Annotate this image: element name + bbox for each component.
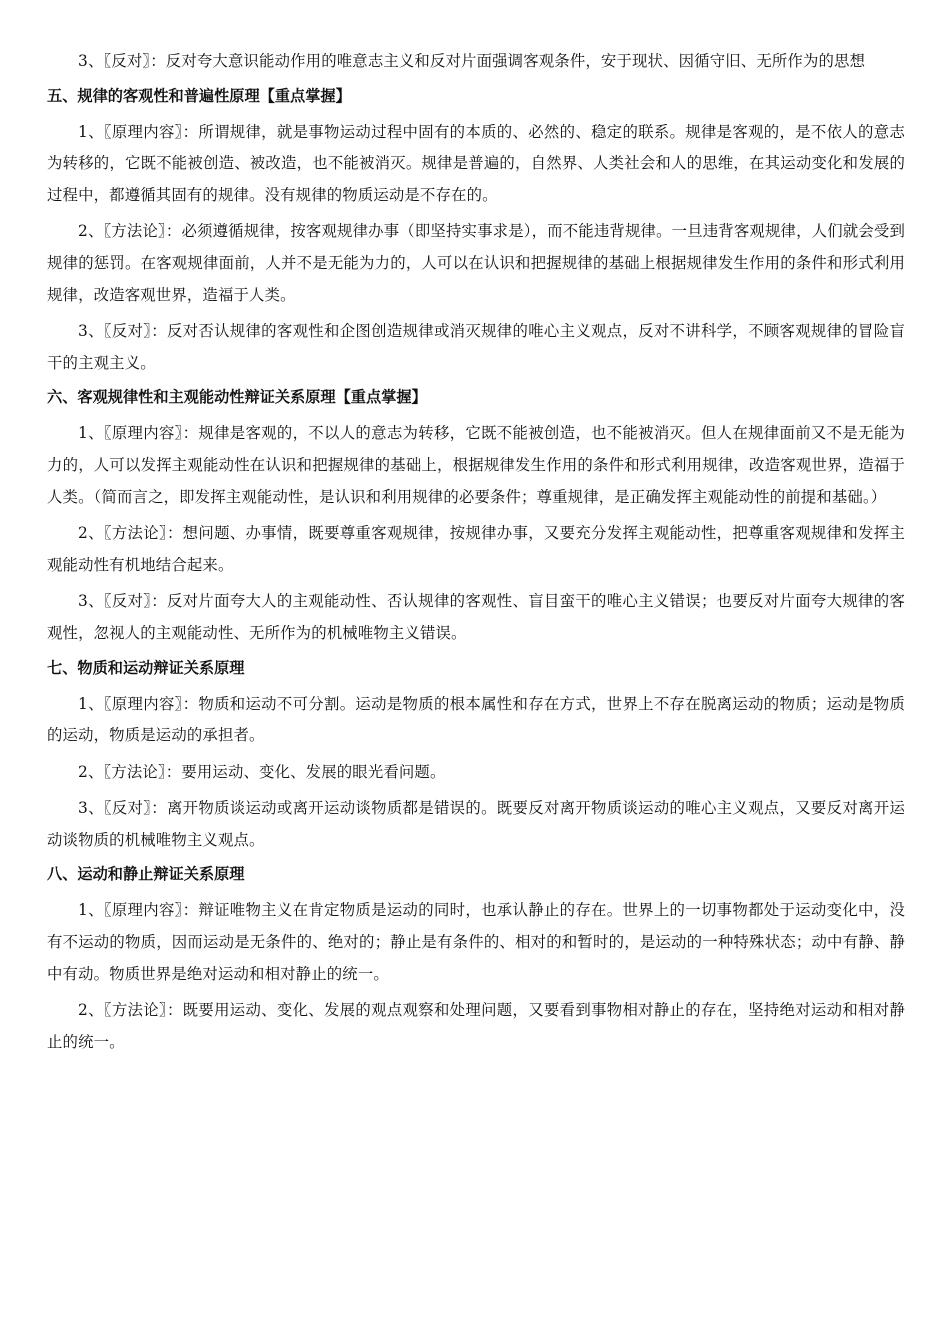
paragraph-6-methodology: 2、〖方法论〗：想问题、办事情，既要尊重客观规律，按规律办事，又要充分发挥主观能动性，把尊重客观规律和发挥主观能动性有机地结合起来。: [47, 524, 905, 574]
paragraph-8-principle: 1、〖原理内容〗：辩证唯物主义在肯定物质是运动的同时，也承认静止的存在。世界上的一切事物都处于运动变化中，没有不运动的物质，因而运动是无条件的、绝对的；静止是有条件的、相对的和暂时的，是运动的一种特殊状态；动中有静、静中有动。物质世界是绝对运动和相对静止的统一。: [47, 901, 905, 983]
paragraph-8-methodology: 2、〖方法论〗：既要用运动、变化、发展的观点观察和处理问题，又要看到事物相对静止的存在，坚持绝对运动和相对静止的统一。: [47, 1001, 905, 1051]
paragraph-6-oppose: 3、〖反对〗：反对片面夸大人的主观能动性、否认规律的客观性、盲目蛮干的唯心主义错误；也要反对片面夸大规律的客观性，忽视人的主观能动性、无所作为的机械唯物主义错误。: [47, 592, 905, 642]
paragraph-7-methodology: 2、〖方法论〗：要用运动、变化、发展的眼光看问题。: [78, 762, 446, 781]
section-heading-6: 六、客观规律性和主观能动性辩证关系原理【重点掌握】: [47, 388, 427, 407]
section-heading-7: 七、物质和运动辩证关系原理: [47, 658, 245, 677]
paragraph-oppose-voluntarism: 3、〖反对〗：反对夸大意识能动作用的唯意志主义和反对片面强调客观条件，安于现状、因循守旧、无所作为的思想: [78, 52, 866, 70]
document-page: [47, 46, 905, 1063]
paragraph-5-methodology: 2、〖方法论〗：必须遵循规律，按客观规律办事（即坚持实事求是），而不能违背规律。一旦违背客观规律，人们就会受到规律的惩罚。在客观规律面前，人并不是无能为力的，人可以在认识和把握规律的基础上根据规律发生作用的条件和形式利用规律，改造客观世界，造福于人类。: [47, 222, 905, 304]
paragraph-5-principle: 1、〖原理内容〗：所谓规律，就是事物运动过程中固有的本质的、必然的、稳定的联系。规律是客观的，是不依人的意志为转移的，它既不能被创造、被改造，也不能被消灭。规律是普遍的，自然界、人类社会和人的思维，在其运动变化和发展的过程中，都遵循其固有的规律。没有规律的物质运动是不存在的。: [47, 122, 905, 204]
paragraph-7-principle: 1、〖原理内容〗：物质和运动不可分割。运动是物质的根本属性和存在方式，世界上不存在脱离运动的物质；运动是物质的运动，物质是运动的承担者。: [47, 694, 905, 745]
paragraph-6-principle: 1、〖原理内容〗：规律是客观的，不以人的意志为转移，它既不能被创造，也不能被消灭。但人在规律面前又不是无能为力的，人可以发挥主观能动性在认识和把握规律的基础上，根据规律发生作用的条件和形式利用规律，改造客观世界，造福于人类。（简而言之，即发挥主观能动性，是认识和利用规律的必要条件；尊重规律，是正确发挥主观能动性的前提和基础。）: [47, 424, 905, 506]
section-heading-8: 八、运动和静止辩证关系原理: [47, 865, 245, 884]
section-heading-5: 五、规律的客观性和普遍性原理【重点掌握】: [47, 86, 351, 105]
paragraph-5-oppose: 3、〖反对〗：反对否认规律的客观性和企图创造规律或消灭规律的唯心主义观点，反对不讲科学，不顾客观规律的冒险盲干的主观主义。: [47, 322, 905, 372]
paragraph-7-oppose: 3、〖反对〗：离开物质谈运动或离开运动谈物质都是错误的。既要反对离开物质谈运动的唯心主义观点，又要反对离开运动谈物质的机械唯物主义观点。: [47, 799, 905, 849]
